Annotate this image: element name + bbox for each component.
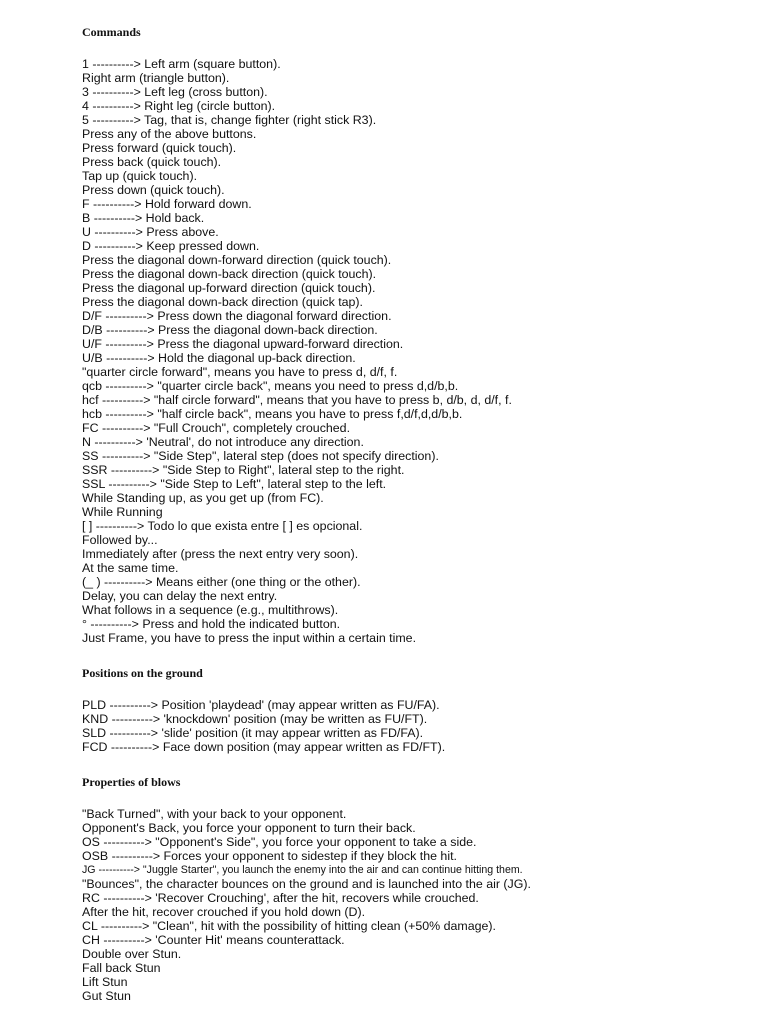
text-line: hcf ----------> "half circle forward", means that you have to press b, d/b, d, d/f, f.: [82, 393, 512, 407]
section-heading: Positions on the ground: [82, 666, 203, 680]
text-line: U ----------> Press above.: [82, 225, 219, 239]
text-line: At the same time.: [82, 561, 179, 575]
text-line: hcb ----------> "half circle back", means you have to press f,d/f,d,d/b,b.: [82, 407, 463, 421]
text-line: While Running: [82, 505, 163, 519]
text-line: Double over Stun.: [82, 947, 182, 961]
text-line: Followed by...: [82, 533, 158, 547]
text-line: 1 ----------> Left arm (square button).: [82, 57, 281, 71]
text-line: What follows in a sequence (e.g., multithrows).: [82, 603, 339, 617]
properties-list: [82, 807, 762, 1003]
text-line: While Standing up, as you get up (from FC).: [82, 491, 324, 505]
text-line: D/B ----------> Press the diagonal down-back direction.: [82, 323, 378, 337]
text-line: OSB ----------> Forces your opponent to sidestep if they block the hit.: [82, 849, 457, 863]
text-line: U/B ----------> Hold the diagonal up-back direction.: [82, 351, 356, 365]
text-line: SSL ----------> "Side Step to Left", lateral step to the left.: [82, 477, 387, 491]
text-line: "Bounces", the character bounces on the ground and is launched into the air (JG).: [82, 877, 531, 891]
text-line: ° ----------> Press and hold the indicated button.: [82, 617, 341, 631]
text-line: 4 ----------> Right leg (circle button).: [82, 99, 276, 113]
text-line: 3 ----------> Left leg (cross button).: [82, 85, 268, 99]
text-line: B ----------> Hold back.: [82, 211, 205, 225]
text-line: Press forward (quick touch).: [82, 141, 237, 155]
text-line: U/F ----------> Press the diagonal upward-forward direction.: [82, 337, 404, 351]
section-properties: [82, 773, 762, 1003]
text-line: qcb ----------> "quarter circle back", means you need to press d,d/b,b.: [82, 379, 459, 393]
text-line: KND ----------> 'knockdown' position (may be written as FU/FT).: [82, 712, 428, 726]
text-line: OS ----------> "Opponent's Side", you force your opponent to take a side.: [82, 835, 477, 849]
text-line: Opponent's Back, you force your opponent to turn their back.: [82, 821, 416, 835]
text-line: SLD ----------> 'slide' position (it may appear written as FD/FA).: [82, 726, 424, 740]
text-line: Press the diagonal up-forward direction (quick touch).: [82, 281, 376, 295]
text-line: PLD ----------> Position 'playdead' (may appear written as FU/FA).: [82, 698, 440, 712]
text-line: CL ----------> "Clean", hit with the possibility of hitting clean (+50% damage).: [82, 919, 496, 933]
text-line: Gut Stun: [82, 989, 131, 1003]
text-line: N ----------> 'Neutral', do not introduce any direction.: [82, 435, 364, 449]
text-line: "Back Turned", with your back to your opponent.: [82, 807, 347, 821]
text-line: (_ ) ----------> Means either (one thing or the other).: [82, 575, 361, 589]
text-line: FCD ----------> Face down position (may appear written as FD/FT).: [82, 740, 446, 754]
text-line: Right arm (triangle button).: [82, 71, 230, 85]
section-heading: Properties of blows: [82, 775, 181, 789]
text-line: Press any of the above buttons.: [82, 127, 257, 141]
text-line: Press the diagonal down-back direction (quick touch).: [82, 267, 377, 281]
command-list: [82, 57, 762, 645]
text-line: Tap up (quick touch).: [82, 169, 198, 183]
text-line: SS ----------> "Side Step", lateral step (does not specify direction).: [82, 449, 439, 463]
text-line: Press down (quick touch).: [82, 183, 225, 197]
text-line: Just Frame, you have to press the input within a certain time.: [82, 631, 417, 645]
section-commands: [82, 23, 762, 645]
text-line: D ----------> Keep pressed down.: [82, 239, 260, 253]
text-line: CH ----------> 'Counter Hit' means counterattack.: [82, 933, 345, 947]
text-line: FC ----------> "Full Crouch", completely crouched.: [82, 421, 351, 435]
position-list: [82, 698, 762, 754]
document-body: [82, 23, 762, 1003]
text-line: Press back (quick touch).: [82, 155, 222, 169]
text-line: [ ] ----------> Todo lo que exista entre [ ] es opcional.: [82, 519, 363, 533]
text-line: 5 ----------> Tag, that is, change fighter (right stick R3).: [82, 113, 377, 127]
text-line: After the hit, recover crouched if you hold down (D).: [82, 905, 366, 919]
text-line: Fall back Stun: [82, 961, 161, 975]
text-line: F ----------> Hold forward down.: [82, 197, 252, 211]
text-line: Lift Stun: [82, 975, 128, 989]
text-line: "quarter circle forward", means you have to press d, d/f, f.: [82, 365, 398, 379]
text-line: JG ----------> "Juggle Starter", you launch the enemy into the air and can continue hitting them.: [82, 864, 523, 876]
text-line: RC ----------> 'Recover Crouching', after the hit, recovers while crouched.: [82, 891, 479, 905]
text-line: Immediately after (press the next entry very soon).: [82, 547, 359, 561]
section-heading: Commands: [82, 25, 141, 39]
text-line: D/F ----------> Press down the diagonal forward direction.: [82, 309, 392, 323]
section-positions: [82, 664, 762, 754]
text-line: SSR ----------> "Side Step to Right", lateral step to the right.: [82, 463, 405, 477]
text-line: Delay, you can delay the next entry.: [82, 589, 278, 603]
text-line: Press the diagonal down-forward direction (quick touch).: [82, 253, 392, 267]
text-line: Press the diagonal down-back direction (quick tap).: [82, 295, 364, 309]
